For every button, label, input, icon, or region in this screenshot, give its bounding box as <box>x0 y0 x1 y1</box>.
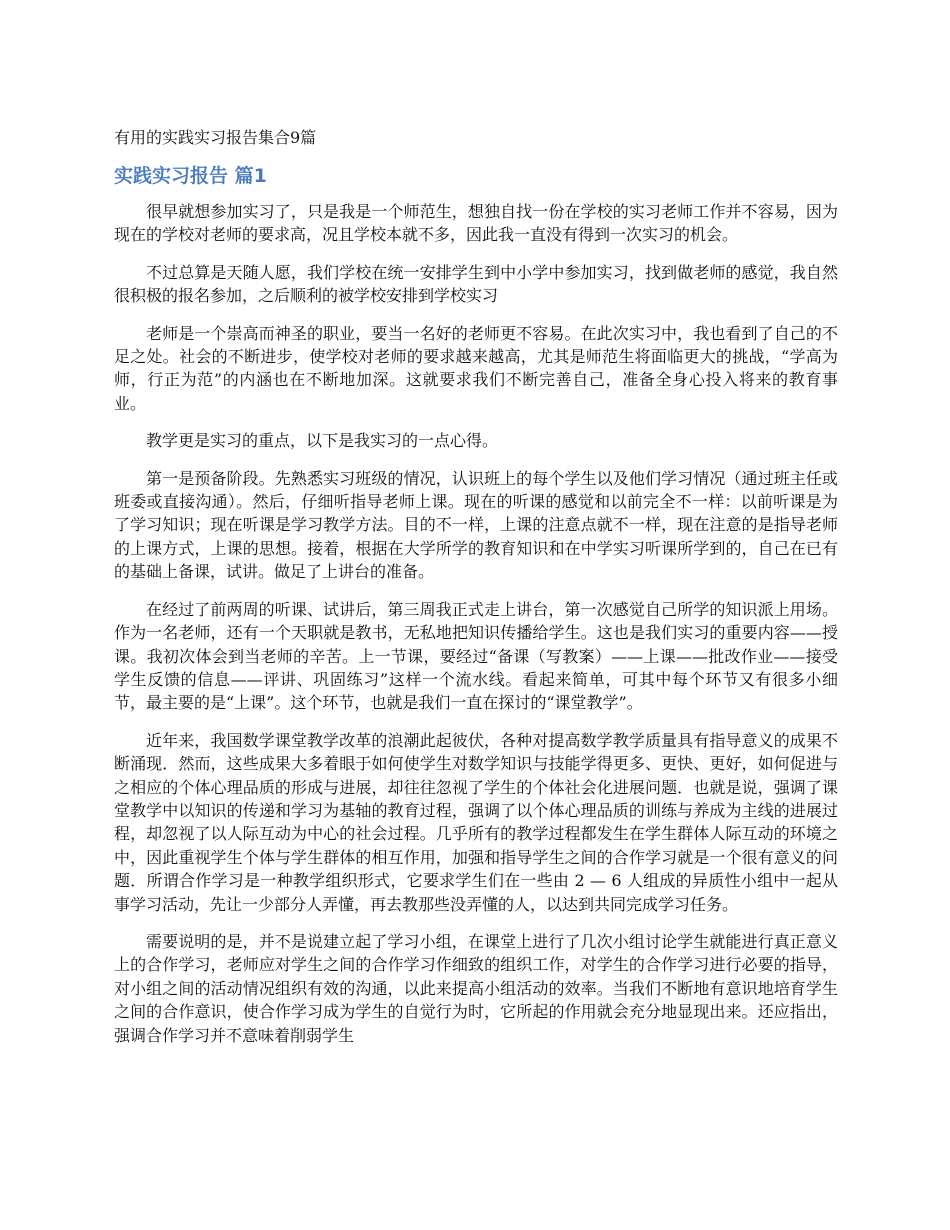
document-body <box>114 126 838 1061</box>
paragraph-5: 第一是预备阶段。先熟悉实习班级的情况，认识班上的每个学生以及他们学习情况（通过班主任或班委或直接沟通）。然后，仔细听指导老师上课。现在的听课的感觉和以前完全不一样：以前听课是为了学习知识；现在听课是学习教学方法。目的不一样，上课的注意点就不一样，现在注意的是指导老师的上课方式，上课的思想。接着，根据在大学所学的教育知识和在中学实习听课所学到的，自己在已有的基础上备课，试讲。做足了上讲台的准备。 <box>114 468 838 582</box>
paragraph-3: 老师是一个崇高而神圣的职业，要当一名好的老师更不容易。在此次实习中，我也看到了自己的不足之处。社会的不断进步，使学校对老师的要求越来越高，尤其是师范生将面临更大的挑战，“学高为师，行正为范”的内涵也在不断地加深。这就要求我们不断完善自己，准备全身心投入将来的教育事业。 <box>114 323 838 413</box>
paragraph-6: 在经过了前两周的听课、试讲后，第三周我正式走上讲台，第一次感觉自己所学的知识派上用场。作为一名老师，还有一个天职就是教书，无私地把知识传播给学生。这也是我们实习的重要内容——授课。我初次体会到当老师的辛苦。上一节课，要经过“备课（写教案）——上课——批改作业——接受学生反馈的信息——评讲、巩固练习”这样一个流水线。看起来简单，可其中每个环节又有很多小细节，最主要的是“上课”。这个环节，也就是我们一直在探讨的“课堂教学”。 <box>114 599 838 713</box>
paragraph-1: 很早就想参加实习了，只是我是一个师范生，想独自找一份在学校的实习老师工作并不容易，因为现在的学校对老师的要求高，况且学校本就不多，因此我一直没有得到一次实习的机会。 <box>114 202 838 245</box>
paragraph-8: 需要说明的是，并不是说建立起了学习小组，在课堂上进行了几次小组讨论学生就能进行真正意义上的合作学习，老师应对学生之间的合作学习作细致的组织工作，对学生的合作学习进行必要的指导，对小组之间的活动情况组织有效的沟通，以此来提高小组活动的效率。当我们不断地有意识地培育学生之间的合作意识，使合作学习成为学生的自觉行为时，它所起的作用就会充分地显现出来。还应指出，强调合作学习并不意味着削弱学生 <box>114 931 838 1045</box>
section-heading: 实践实习报告 篇1 <box>114 165 267 187</box>
paragraph-4: 教学更是实习的重点，以下是我实习的一点心得。 <box>146 431 499 451</box>
paragraph-7: 近年来，我国数学课堂教学改革的浪潮此起彼伏，各种对提高数学教学质量具有指导意义的成果不断涌现．然而，这些成果大多着眼于如何使学生对数学知识与技能学得更多、更快、更好，如何促进与之相应的个体心理品质的形成与进展，却往往忽视了学生的个体社会化进展问题．也就是说，强调了课堂教学中以知识的传递和学习为基轴的教育过程，强调了以个体心理品质的训练与养成为主线的进展过程，却忽视了以人际互动为中心的社会过程。几乎所有的教学过程都发生在学生群体人际互动的环境之中，因此重视学生个体与学生群体的相互作用，加强和指导学生之间的合作学习就是一个很有意义的问题．所谓合作学习是一种教学组织形式，它要求学生们在一些由 2 — 6 人组成的异质性小组中一起从事学习活动，先让一少部分人弄懂，再去教那些没弄懂的人，以达到共同完成学习任务。 <box>114 730 838 914</box>
document-title: 有用的实践实习报告集合9篇 <box>114 128 317 147</box>
paragraph-2: 不过总算是天随人愿，我们学校在统一安排学生到中小学中参加实习，找到做老师的感觉，我自然很积极的报名参加，之后顺利的被学校安排到学校实习 <box>114 262 838 306</box>
